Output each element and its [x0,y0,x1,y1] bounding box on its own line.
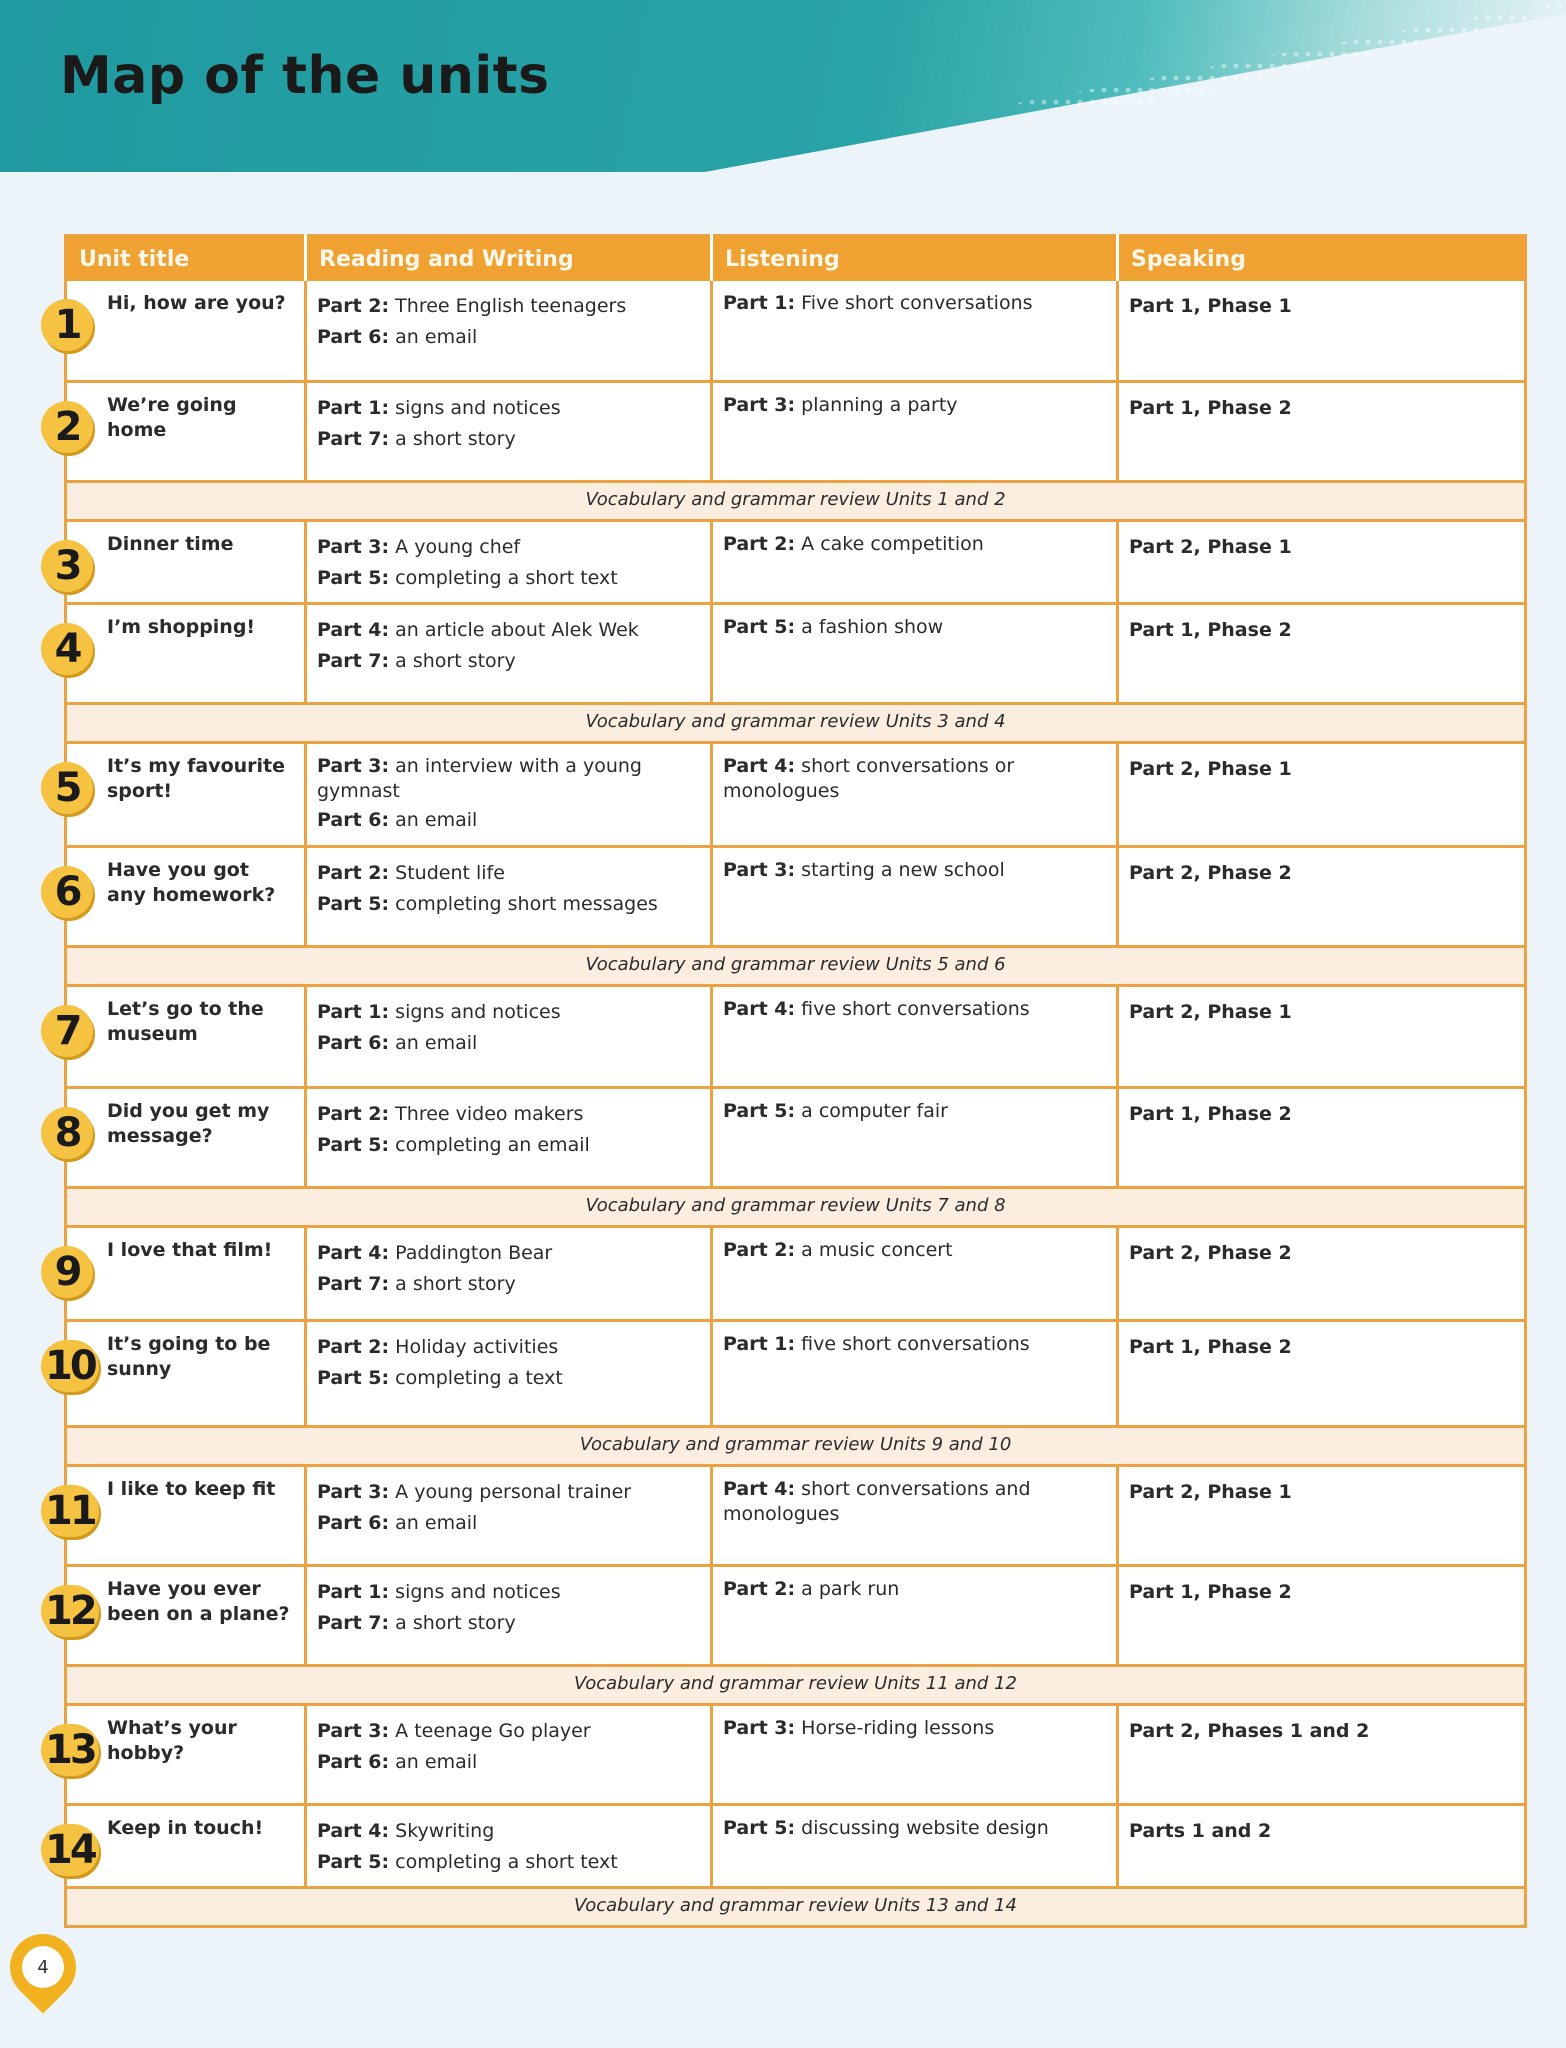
listening-part-line [723,615,1104,640]
reading-writing-cell [306,381,712,481]
reading-part-label: Part 2: [317,1335,390,1358]
listening-part-text: a computer fair [795,1099,948,1122]
reading-part-label: Part 5: [317,1850,390,1873]
unit-number-badge: 5 [41,762,93,814]
table-row [66,1087,1526,1187]
unit-number-badge: 12 [41,1585,99,1637]
reading-part-label: Part 4: [317,1819,390,1842]
reading-writing-cell [306,1087,712,1187]
page-number: 4 [22,1946,64,1988]
listening-part-text: A cake competition [795,532,984,555]
reading-part-label: Part 3: [317,1719,390,1742]
reading-writing-cell [306,1704,712,1804]
listening-part-line [723,1577,1104,1602]
header-speaking: Speaking [1118,236,1526,282]
listening-part-text: planning a party [795,393,958,416]
reading-part-label: Part 7: [317,1272,390,1295]
reading-part-text: completing a short text [389,566,618,589]
unit-title: Let’s go to the museum [107,997,264,1045]
listening-part-line [723,1816,1104,1841]
reading-writing-cell [306,1465,712,1565]
listening-part-label: Part 2: [723,1238,796,1261]
listening-part-text: five short conversations [795,997,1030,1020]
listening-part-text: Horse-riding lessons [795,1716,995,1739]
unit-title: Have you ever been on a plane? [107,1577,290,1625]
reading-part-text: Holiday activities [389,1335,559,1358]
listening-part-label: Part 1: [723,292,796,314]
listening-part-label: Part 5: [723,1816,796,1839]
reading-part-label: Part 5: [317,1133,390,1156]
speaking-cell: Part 1, Phase 2 [1118,1565,1526,1665]
unit-title: I like to keep fit [107,1477,276,1500]
speaking-cell: Part 2, Phase 2 [1118,846,1526,946]
page-title: Map of the units [60,46,550,106]
reading-part-text: signs and notices [389,1580,561,1603]
reading-part-text: Three video makers [389,1102,584,1125]
reading-part-label: Part 7: [317,427,390,450]
header-listening: Listening [712,236,1118,282]
listening-part-text: starting a new school [795,858,1005,881]
reading-part-line [317,646,698,677]
listening-cell [712,846,1118,946]
listening-cell [712,520,1118,603]
reading-part-line [317,1363,698,1394]
reading-part-label: Part 6: [317,1750,390,1773]
listening-part-label: Part 4: [723,754,796,777]
review-label: Vocabulary and grammar review Units 13 and 14 [66,1887,1526,1926]
reading-writing-cell [306,846,712,946]
reading-part-label: Part 7: [317,1611,390,1634]
unit-title-cell [45,1704,306,1804]
review-label: Vocabulary and grammar review Units 5 and 6 [66,946,1526,985]
table-row [66,520,1526,603]
unit-title: I love that film! [107,1238,273,1261]
reading-part-text: an email [389,1511,478,1534]
speaking-cell: Parts 1 and 2 [1118,1804,1526,1887]
reading-part-text: a short story [389,427,516,450]
listening-cell [712,985,1118,1087]
reading-part-text: a short story [389,1611,516,1634]
reading-part-line [317,563,698,594]
reading-part-line [317,1028,698,1059]
review-label: Vocabulary and grammar review Units 3 and 4 [66,703,1526,742]
reading-part-text: an email [389,808,478,831]
reading-part-label: Part 4: [317,1241,390,1264]
listening-part-label: Part 2: [723,1577,796,1600]
speaking-cell: Part 1, Phase 1 [1118,281,1526,381]
reading-part-label: Part 1: [317,396,390,419]
table-row [66,281,1526,381]
listening-part-text: a fashion show [795,615,944,638]
reading-part-text: an email [389,326,478,348]
unit-title: What’s your hobby? [107,1716,237,1764]
review-label: Vocabulary and grammar review Units 1 and 2 [66,481,1526,520]
unit-title-cell [54,520,306,603]
listening-part-text: short conversations and monologues [723,1477,1031,1525]
listening-part-line [723,1332,1104,1357]
reading-part-label: Part 1: [317,1580,390,1603]
review-label: Vocabulary and grammar review Units 9 and 10 [66,1426,1526,1465]
reading-part-text: completing an email [389,1133,590,1156]
reading-writing-cell [306,281,712,381]
reading-part-label: Part 7: [317,649,390,672]
reading-writing-cell [306,1226,712,1320]
reading-part-line [317,1816,698,1847]
unit-title: Have you got any homework? [107,858,276,906]
listening-part-label: Part 5: [723,1099,796,1122]
reading-part-label: Part 5: [317,566,390,589]
unit-title-cell [54,1087,306,1187]
page-number-marker [0,1920,90,2013]
listening-part-label: Part 3: [723,393,796,416]
listening-part-line [723,393,1104,418]
unit-number-badge: 4 [41,623,93,675]
reading-part-line [317,1332,698,1363]
reading-part-text: Student life [389,861,505,884]
reading-part-text: completing short messages [389,892,658,915]
listening-part-text: discussing website design [795,1816,1049,1839]
table-row [66,1320,1526,1426]
unit-title: Did you get my message? [107,1099,270,1147]
speaking-cell: Part 2, Phase 1 [1118,1465,1526,1565]
reading-part-label: Part 5: [317,1366,390,1389]
units-map-table [45,234,1527,1928]
listening-part-label: Part 4: [723,1477,796,1500]
review-label: Vocabulary and grammar review Units 7 and 8 [66,1187,1526,1226]
reading-part-text: A young chef [389,535,521,558]
listening-part-label: Part 3: [723,858,796,881]
reading-part-text: completing a text [389,1366,563,1389]
unit-number-badge: 10 [41,1340,99,1392]
reading-part-text: A young personal trainer [389,1480,632,1503]
listening-part-line [723,1099,1104,1124]
speaking-cell: Part 1, Phase 2 [1118,1320,1526,1426]
reading-part-line [317,1099,698,1130]
table-row [66,1226,1526,1320]
unit-number-badge: 11 [41,1485,99,1537]
table-row [66,603,1526,703]
review-row [66,1665,1526,1704]
listening-part-text: Five short conversations [795,292,1033,314]
header-unit-title: Unit title [66,236,306,282]
reading-part-line [317,754,698,804]
unit-title: Keep in touch! [107,1816,264,1839]
reading-part-label: Part 2: [317,1102,390,1125]
listening-part-label: Part 5: [723,615,796,638]
reading-part-text: completing a short text [389,1850,618,1873]
reading-writing-cell [306,603,712,703]
reading-part-line [317,1577,698,1608]
speaking-cell: Part 2, Phase 1 [1118,985,1526,1087]
unit-title: Dinner time [107,532,234,555]
reading-part-text: a short story [389,649,516,672]
reading-part-label: Part 4: [317,618,390,641]
unit-title-cell [45,1320,306,1426]
listening-cell [712,603,1118,703]
review-label: Vocabulary and grammar review Units 11 and 12 [66,1665,1526,1704]
reading-part-label: Part 1: [317,1000,390,1023]
table-row [66,1565,1526,1665]
listening-part-label: Part 1: [723,1332,796,1355]
unit-title-cell [45,1565,306,1665]
table-row [66,381,1526,481]
unit-title-cell [54,846,306,946]
reading-writing-cell [306,520,712,603]
table-row [66,1704,1526,1804]
unit-number-badge: 8 [41,1107,93,1159]
review-row [66,1426,1526,1465]
review-row [66,1887,1526,1926]
unit-title: We’re going home [107,393,237,441]
unit-number-badge: 6 [41,866,93,918]
unit-number-badge: 1 [41,299,93,351]
unit-title: Hi, how are you? [107,292,286,314]
reading-part-text: Three English teenagers [389,295,627,317]
reading-part-line [317,858,698,889]
unit-number-badge: 13 [41,1724,99,1776]
reading-part-line [317,808,698,833]
reading-writing-cell [306,985,712,1087]
listening-part-label: Part 2: [723,532,796,555]
reading-writing-cell [306,1320,712,1426]
listening-cell [712,1804,1118,1887]
reading-part-text: A teenage Go player [389,1719,591,1742]
reading-part-label: Part 5: [317,892,390,915]
reading-part-line [317,615,698,646]
reading-part-line [317,322,698,353]
table-row [66,985,1526,1087]
reading-part-line [317,291,698,322]
reading-part-label: Part 2: [317,295,390,317]
speaking-cell: Part 1, Phase 2 [1118,1087,1526,1187]
reading-part-label: Part 6: [317,808,390,831]
reading-writing-cell [306,1565,712,1665]
table-header-row [66,236,1526,282]
unit-number-badge: 14 [41,1824,99,1876]
listening-part-text: a park run [795,1577,900,1600]
reading-part-label: Part 3: [317,1480,390,1503]
speaking-cell: Part 1, Phase 2 [1118,381,1526,481]
reading-writing-cell [306,1804,712,1887]
reading-part-line [317,1608,698,1639]
reading-part-text: Paddington Bear [389,1241,553,1264]
listening-cell [712,281,1118,381]
unit-title-cell [54,985,306,1087]
unit-title-cell [45,1465,306,1565]
reading-part-label: Part 3: [317,535,390,558]
header-reading-writing: Reading and Writing [306,236,712,282]
reading-part-line [317,1477,698,1508]
table-row [66,742,1526,846]
speaking-cell: Part 2, Phase 1 [1118,742,1526,846]
listening-part-text: five short conversations [795,1332,1030,1355]
listening-part-text: short conversations or monologues [723,754,1015,802]
listening-cell [712,381,1118,481]
unit-title-cell [54,1226,306,1320]
unit-number-badge: 3 [41,540,93,592]
listening-part-line [723,754,1104,804]
unit-title-cell [54,742,306,846]
listening-cell [712,1704,1118,1804]
reading-part-text: Skywriting [389,1819,495,1842]
reading-part-text: signs and notices [389,1000,561,1023]
speaking-cell: Part 2, Phases 1 and 2 [1118,1704,1526,1804]
unit-title-cell [54,603,306,703]
speaking-cell: Part 2, Phase 1 [1118,520,1526,603]
reading-part-text: an interview with a young gymnast [317,754,642,802]
reading-part-line [317,1716,698,1747]
review-row [66,946,1526,985]
unit-title-cell [54,281,306,381]
listening-part-line [723,532,1104,557]
reading-part-line [317,1130,698,1161]
reading-part-label: Part 6: [317,1511,390,1534]
reading-part-line [317,997,698,1028]
listening-cell [712,1087,1118,1187]
listening-part-line [723,997,1104,1022]
listening-cell [712,1565,1118,1665]
unit-title-cell [54,381,306,481]
reading-part-line [317,424,698,455]
table-body [45,281,1526,1926]
listening-part-line [723,1716,1104,1741]
reading-part-line [317,1508,698,1539]
reading-part-label: Part 6: [317,1031,390,1054]
speaking-cell: Part 1, Phase 2 [1118,603,1526,703]
review-row [66,481,1526,520]
unit-title-cell [45,1804,306,1887]
unit-number-badge: 9 [41,1246,93,1298]
table-row [66,846,1526,946]
table-row [66,1465,1526,1565]
reading-part-line [317,1269,698,1300]
reading-part-line [317,1847,698,1878]
reading-part-label: Part 6: [317,326,390,348]
listening-part-label: Part 4: [723,997,796,1020]
reading-part-line [317,1747,698,1778]
reading-part-text: an email [389,1031,478,1054]
listening-cell [712,1226,1118,1320]
reading-part-line [317,889,698,920]
reading-part-line [317,393,698,424]
listening-part-label: Part 3: [723,1716,796,1739]
listening-part-line [723,291,1104,316]
reading-writing-cell [306,742,712,846]
unit-number-badge: 7 [41,1005,93,1057]
listening-part-line [723,1477,1104,1527]
reading-part-text: signs and notices [389,396,561,419]
review-row [66,703,1526,742]
reading-part-line [317,532,698,563]
unit-title: It’s my favourite sport! [107,754,285,802]
listening-part-line [723,858,1104,883]
unit-number-badge: 2 [41,401,93,453]
table-row [66,1804,1526,1887]
listening-part-line [723,1238,1104,1263]
listening-part-text: a music concert [795,1238,953,1261]
review-row [66,1187,1526,1226]
unit-title: I’m shopping! [107,615,256,638]
listening-cell [712,1320,1118,1426]
reading-part-text: a short story [389,1272,516,1295]
listening-cell [712,742,1118,846]
reading-part-text: an email [389,1750,478,1773]
speaking-cell: Part 2, Phase 2 [1118,1226,1526,1320]
reading-part-label: Part 3: [317,754,390,777]
reading-part-line [317,1238,698,1269]
reading-part-label: Part 2: [317,861,390,884]
reading-part-text: an article about Alek Wek [389,618,639,641]
unit-title: It’s going to be sunny [107,1332,271,1380]
listening-cell [712,1465,1118,1565]
